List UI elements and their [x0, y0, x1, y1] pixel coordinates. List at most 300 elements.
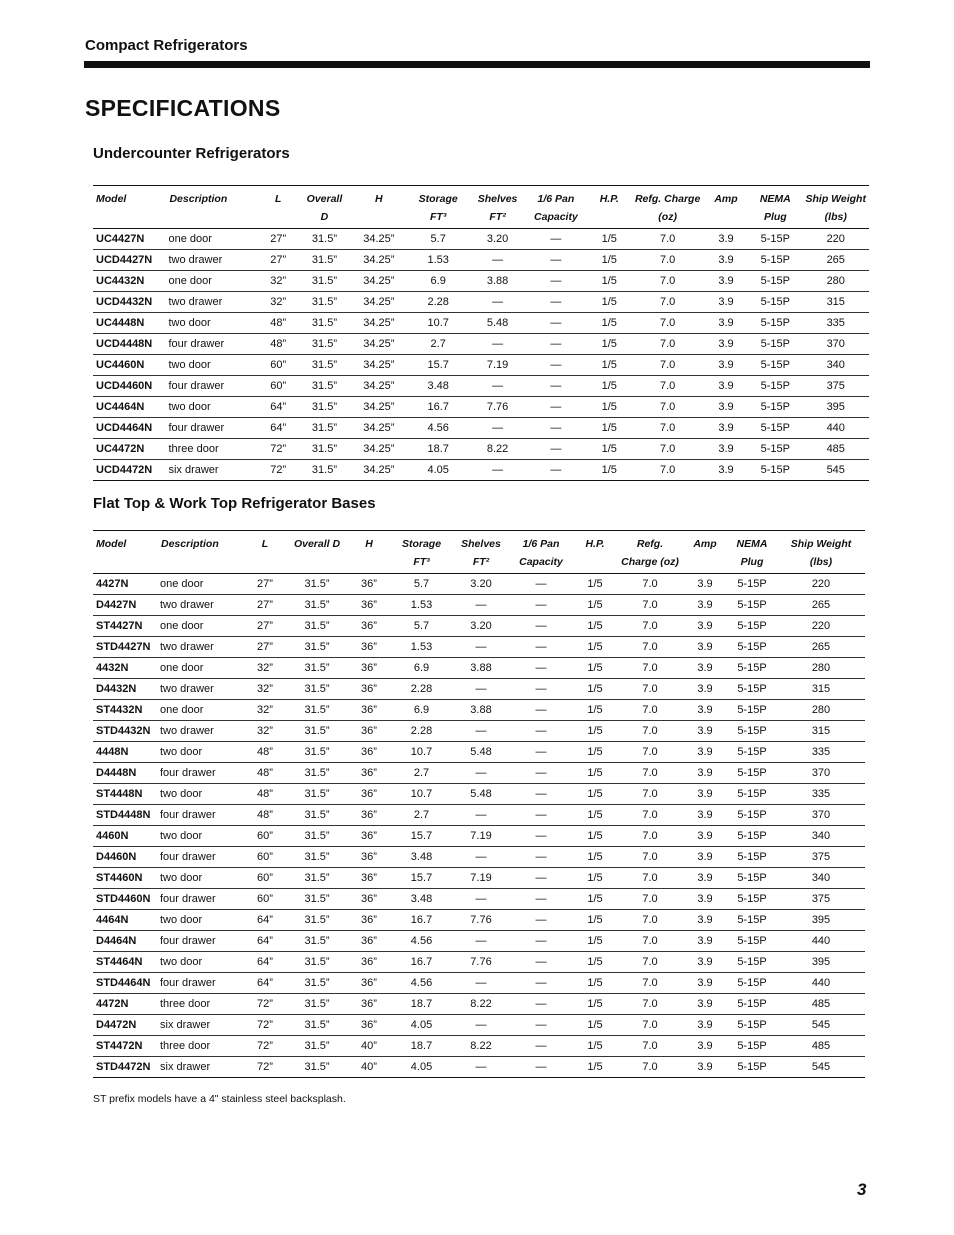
table-cell: 7.0	[617, 952, 683, 973]
table-cell: 3.9	[683, 700, 727, 721]
table-cell: 31.5”	[297, 376, 351, 397]
table-cell: 31.5”	[286, 910, 348, 931]
table-cell: two drawer	[166, 250, 259, 271]
column-header: Amp	[714, 193, 738, 205]
table-cell: 7.0	[631, 397, 703, 418]
table-cell: 7.0	[617, 1057, 683, 1078]
column-header: Ship Weight	[805, 193, 866, 205]
table-row	[93, 229, 869, 250]
table-cell: 5-15P	[727, 616, 777, 637]
table-cell: 5-15P	[727, 637, 777, 658]
model-cell: D4460N	[93, 847, 158, 868]
table-cell: 5-15P	[748, 229, 802, 250]
table-cell: —	[509, 868, 573, 889]
table-cell: 5-15P	[727, 700, 777, 721]
column-header	[348, 553, 390, 574]
column-header: H.P.	[599, 193, 619, 205]
table-cell: 7.0	[617, 931, 683, 952]
table-cell: 1/5	[587, 355, 631, 376]
table-cell: 64”	[244, 952, 286, 973]
table-cell: 36”	[348, 763, 390, 784]
table-cell: 340	[777, 868, 865, 889]
table-cell: 32”	[244, 679, 286, 700]
table-cell: 6.9	[390, 658, 453, 679]
table-cell: 34.25”	[352, 418, 406, 439]
table-cell: one door	[166, 229, 259, 250]
table-cell: four drawer	[158, 805, 244, 826]
table-cell: —	[453, 595, 509, 616]
table-cell: 34.25”	[352, 355, 406, 376]
table-cell: six drawer	[166, 460, 259, 481]
table-cell: 31.5”	[286, 763, 348, 784]
table-cell: 18.7	[390, 1036, 453, 1057]
table-cell: 31.5”	[297, 250, 351, 271]
table-cell: 395	[802, 397, 869, 418]
table-cell: 1.53	[406, 250, 470, 271]
table-cell: —	[509, 616, 573, 637]
table-cell: 5-15P	[727, 721, 777, 742]
table-cell: 5-15P	[748, 418, 802, 439]
table-cell: —	[509, 994, 573, 1015]
column-header: H	[375, 193, 383, 205]
table-cell: 1/5	[587, 439, 631, 460]
table-cell: —	[509, 1057, 573, 1078]
table-cell: 2.7	[406, 334, 470, 355]
table-cell: —	[509, 637, 573, 658]
column-header	[352, 208, 406, 229]
table-cell: 36”	[348, 742, 390, 763]
table-cell: 48”	[244, 742, 286, 763]
table-cell: 34.25”	[352, 313, 406, 334]
table-cell: 7.0	[617, 700, 683, 721]
table-cell: 5-15P	[727, 1015, 777, 1036]
table-cell: four drawer	[158, 847, 244, 868]
table-row	[93, 721, 865, 742]
table-cell: four drawer	[166, 334, 259, 355]
column-header: Description	[161, 538, 219, 550]
table-cell: —	[509, 910, 573, 931]
table-cell: 34.25”	[352, 397, 406, 418]
table-cell: 3.48	[390, 889, 453, 910]
model-cell: UC4464N	[93, 397, 166, 418]
table-cell: 4.05	[390, 1015, 453, 1036]
table-cell: 31.5”	[286, 1036, 348, 1057]
table-cell: four drawer	[158, 973, 244, 994]
table-cell: 1/5	[573, 973, 617, 994]
table-cell: 5-15P	[727, 889, 777, 910]
table-cell: —	[470, 460, 524, 481]
table-cell: 31.5”	[286, 847, 348, 868]
table-row	[93, 679, 865, 700]
table-cell: 72”	[244, 994, 286, 1015]
table-row	[93, 250, 869, 271]
column-header: (lbs)	[777, 553, 865, 574]
table-cell: 3.9	[683, 931, 727, 952]
table-row	[93, 931, 865, 952]
table-cell: 31.5”	[286, 889, 348, 910]
table-cell: 36”	[348, 973, 390, 994]
table-cell: 1/5	[573, 1015, 617, 1036]
table-cell: 34.25”	[352, 250, 406, 271]
table-cell: 5-15P	[727, 931, 777, 952]
table-cell: 36”	[348, 1015, 390, 1036]
table-cell: two door	[158, 826, 244, 847]
table-cell: 7.19	[453, 826, 509, 847]
table-cell: 27”	[244, 616, 286, 637]
table-cell: 335	[802, 313, 869, 334]
table-cell: 3.9	[683, 637, 727, 658]
column-header: D	[297, 208, 351, 229]
table-cell: 32”	[244, 700, 286, 721]
table-cell: 5-15P	[727, 574, 777, 595]
table-cell: —	[509, 931, 573, 952]
table-cell: 31.5”	[286, 1057, 348, 1078]
bases-title: Flat Top & Work Top Refrigerator Bases	[93, 495, 376, 512]
table-cell: 315	[777, 721, 865, 742]
table-cell: 31.5”	[297, 229, 351, 250]
column-header: Overall	[306, 193, 343, 205]
table-row	[93, 700, 865, 721]
table-cell: 7.0	[617, 1036, 683, 1057]
table-cell: 3.9	[683, 574, 727, 595]
table-cell: —	[525, 397, 587, 418]
column-header: Plug	[727, 553, 777, 574]
table-cell: 31.5”	[286, 595, 348, 616]
table-cell: 1/5	[587, 313, 631, 334]
table-cell: 5-15P	[727, 847, 777, 868]
table-cell: 48”	[244, 763, 286, 784]
column-header: Description	[169, 193, 228, 205]
column-header	[259, 208, 297, 229]
table-row	[93, 418, 869, 439]
table-cell: 4.56	[406, 418, 470, 439]
table-cell: 7.0	[617, 595, 683, 616]
table-cell: 4.05	[406, 460, 470, 481]
column-header: Overall D	[293, 538, 341, 550]
column-header: H	[365, 538, 373, 550]
table-cell: 72”	[244, 1057, 286, 1078]
table-cell: —	[509, 1036, 573, 1057]
model-cell: STD4427N	[93, 637, 158, 658]
table-cell: 1/5	[573, 595, 617, 616]
column-header: Ship Weight	[790, 538, 852, 550]
table-cell: 48”	[259, 334, 297, 355]
table-cell: 5-15P	[748, 334, 802, 355]
table-cell: 5.48	[453, 784, 509, 805]
table-cell: 32”	[244, 658, 286, 679]
table-cell: 31.5”	[286, 679, 348, 700]
table-cell: 340	[802, 355, 869, 376]
table-cell: 3.9	[704, 418, 748, 439]
table-cell: 36”	[348, 784, 390, 805]
table-cell: 3.9	[683, 826, 727, 847]
table-cell: —	[509, 595, 573, 616]
table-cell: 15.7	[406, 355, 470, 376]
undercounter-title: Undercounter Refrigerators	[93, 145, 290, 162]
table-cell: —	[509, 952, 573, 973]
table-cell: 5-15P	[748, 397, 802, 418]
table-cell: 27”	[244, 574, 286, 595]
table-cell: 31.5”	[297, 439, 351, 460]
table-cell: 32”	[259, 292, 297, 313]
table-cell: 31.5”	[297, 334, 351, 355]
table-cell: 27”	[244, 595, 286, 616]
header-row	[93, 531, 865, 554]
table-cell: 31.5”	[286, 616, 348, 637]
column-header: FT²	[453, 553, 509, 574]
column-header	[587, 208, 631, 229]
table-cell: 5-15P	[727, 973, 777, 994]
column-header: Refg.	[636, 538, 664, 550]
table-cell: —	[453, 637, 509, 658]
model-cell: UC4472N	[93, 439, 166, 460]
column-header	[158, 553, 244, 574]
table-cell: two drawer	[158, 679, 244, 700]
table-cell: 72”	[259, 439, 297, 460]
table-cell: 7.19	[470, 355, 524, 376]
table-cell: 4.56	[390, 931, 453, 952]
table-cell: —	[509, 784, 573, 805]
table-cell: 27”	[244, 637, 286, 658]
table-cell: 1/5	[573, 616, 617, 637]
table-cell: 3.9	[683, 679, 727, 700]
table-cell: —	[525, 355, 587, 376]
table-cell: 7.0	[617, 889, 683, 910]
model-cell: UCD4460N	[93, 376, 166, 397]
table-cell: 31.5”	[297, 397, 351, 418]
table-cell: 7.0	[617, 994, 683, 1015]
column-header: (oz)	[631, 208, 703, 229]
table-cell: 16.7	[390, 952, 453, 973]
table-cell: —	[509, 805, 573, 826]
column-header: Capacity	[509, 553, 573, 574]
table-cell: —	[525, 271, 587, 292]
table-cell: 5.7	[390, 574, 453, 595]
table-cell: 31.5”	[297, 313, 351, 334]
table-cell: 3.9	[683, 595, 727, 616]
table-cell: 36”	[348, 805, 390, 826]
table-cell: 31.5”	[286, 574, 348, 595]
table-cell: 34.25”	[352, 439, 406, 460]
model-cell: 4464N	[93, 910, 158, 931]
table-row	[93, 889, 865, 910]
table-cell: 36”	[348, 952, 390, 973]
table-cell: six drawer	[158, 1057, 244, 1078]
table-cell: 7.0	[631, 271, 703, 292]
model-cell: 4427N	[93, 574, 158, 595]
table-cell: 3.9	[704, 292, 748, 313]
table-cell: 370	[802, 334, 869, 355]
table-cell: 7.0	[617, 1015, 683, 1036]
table-cell: —	[525, 229, 587, 250]
column-header: (lbs)	[802, 208, 869, 229]
page-title: SPECIFICATIONS	[85, 95, 281, 121]
table-cell: two door	[166, 397, 259, 418]
table-cell: 31.5”	[286, 805, 348, 826]
table-cell: 1/5	[587, 334, 631, 355]
table-row	[93, 952, 865, 973]
table-cell: four drawer	[158, 889, 244, 910]
table-cell: 3.9	[704, 376, 748, 397]
table-cell: 1/5	[587, 229, 631, 250]
table-cell: —	[470, 292, 524, 313]
table-cell: 1/5	[573, 763, 617, 784]
table-cell: 3.9	[683, 784, 727, 805]
column-header: Model	[96, 193, 127, 205]
table-cell: 60”	[259, 355, 297, 376]
table-cell: 7.0	[617, 721, 683, 742]
table-cell: 7.0	[631, 229, 703, 250]
table-cell: 5-15P	[727, 742, 777, 763]
table-row	[93, 994, 865, 1015]
model-cell: UCD4448N	[93, 334, 166, 355]
table-cell: 7.0	[617, 658, 683, 679]
column-header: Shelves	[477, 193, 518, 205]
table-row	[93, 271, 869, 292]
table-cell: 31.5”	[286, 742, 348, 763]
table-cell: 3.9	[683, 910, 727, 931]
table-cell: 1/5	[573, 994, 617, 1015]
table-cell: 31.5”	[286, 637, 348, 658]
table-cell: 27”	[259, 250, 297, 271]
table-cell: 545	[777, 1057, 865, 1078]
table-cell: 3.88	[453, 658, 509, 679]
table-cell: 265	[777, 637, 865, 658]
table-cell: 2.28	[390, 721, 453, 742]
table-cell: 395	[777, 952, 865, 973]
table-cell: 3.9	[683, 952, 727, 973]
table-cell: 5-15P	[727, 910, 777, 931]
table-cell: 31.5”	[286, 700, 348, 721]
table-cell: 3.9	[683, 868, 727, 889]
table-cell: 1/5	[587, 397, 631, 418]
column-header	[704, 208, 748, 229]
table-cell: 48”	[259, 313, 297, 334]
table-cell: 1/5	[587, 271, 631, 292]
table-cell: 370	[777, 763, 865, 784]
table-cell: 375	[777, 889, 865, 910]
table-cell: 3.9	[704, 397, 748, 418]
table-cell: 31.5”	[286, 721, 348, 742]
table-cell: 7.0	[631, 292, 703, 313]
undercounter-spec-table	[93, 185, 869, 481]
table-cell: 3.20	[470, 229, 524, 250]
table-cell: 36”	[348, 658, 390, 679]
table-cell: 3.9	[683, 973, 727, 994]
table-cell: 72”	[244, 1036, 286, 1057]
table-cell: 315	[802, 292, 869, 313]
column-header	[573, 553, 617, 574]
table-cell: 280	[777, 700, 865, 721]
table-cell: 8.22	[453, 994, 509, 1015]
column-header	[683, 553, 727, 574]
table-cell: 5.7	[406, 229, 470, 250]
table-cell: 15.7	[390, 826, 453, 847]
table-cell: 18.7	[406, 439, 470, 460]
table-cell: 3.9	[683, 1057, 727, 1078]
table-cell: two door	[158, 784, 244, 805]
table-cell: 5-15P	[727, 1057, 777, 1078]
table-cell: two drawer	[166, 292, 259, 313]
table-row	[93, 439, 869, 460]
table-cell: 3.9	[683, 889, 727, 910]
header-row	[93, 553, 865, 574]
table-cell: 7.0	[617, 826, 683, 847]
table-cell: 36”	[348, 826, 390, 847]
table-cell: —	[453, 847, 509, 868]
table-cell: 3.9	[704, 313, 748, 334]
table-cell: 5-15P	[748, 250, 802, 271]
model-cell: UC4460N	[93, 355, 166, 376]
table-cell: two door	[166, 355, 259, 376]
table-cell: 1/5	[573, 868, 617, 889]
table-cell: three door	[166, 439, 259, 460]
table-cell: 5-15P	[727, 805, 777, 826]
table-cell: 5-15P	[748, 376, 802, 397]
table-cell: 60”	[244, 847, 286, 868]
table-cell: 7.0	[617, 742, 683, 763]
table-row	[93, 658, 865, 679]
table-cell: 1/5	[573, 931, 617, 952]
table-cell: 1/5	[573, 784, 617, 805]
table-cell: 440	[802, 418, 869, 439]
table-cell: 48”	[244, 784, 286, 805]
table-cell: 7.0	[631, 460, 703, 481]
table-cell: 60”	[244, 889, 286, 910]
table-cell: 265	[802, 250, 869, 271]
table-cell: 31.5”	[286, 784, 348, 805]
table-cell: 1/5	[573, 910, 617, 931]
column-header: Capacity	[525, 208, 587, 229]
table-cell: 7.0	[617, 679, 683, 700]
model-cell: STD4472N	[93, 1057, 158, 1078]
header-row	[93, 208, 869, 229]
table-cell: 3.9	[683, 994, 727, 1015]
table-cell: —	[470, 334, 524, 355]
table-row	[93, 826, 865, 847]
table-cell: one door	[166, 271, 259, 292]
table-cell: —	[509, 658, 573, 679]
table-cell: 27”	[259, 229, 297, 250]
table-cell: 72”	[259, 460, 297, 481]
table-row	[93, 763, 865, 784]
table-cell: two door	[158, 952, 244, 973]
table-row	[93, 334, 869, 355]
table-cell: 5-15P	[727, 994, 777, 1015]
table-cell: 3.9	[683, 742, 727, 763]
table-cell: 7.0	[631, 334, 703, 355]
table-cell: —	[470, 418, 524, 439]
table-cell: 31.5”	[286, 952, 348, 973]
table-cell: 1.53	[390, 595, 453, 616]
table-cell: 5-15P	[727, 763, 777, 784]
table-cell: 7.19	[453, 868, 509, 889]
table-row	[93, 376, 869, 397]
table-row	[93, 847, 865, 868]
column-header: Storage	[418, 193, 458, 205]
table-cell: 32”	[244, 721, 286, 742]
column-header: Charge (oz)	[617, 553, 683, 574]
column-header: NEMA	[736, 538, 768, 550]
table-cell: 5-15P	[748, 460, 802, 481]
table-cell: —	[509, 679, 573, 700]
table-cell: two door	[158, 742, 244, 763]
column-header: FT³	[406, 208, 470, 229]
table-cell: two drawer	[158, 721, 244, 742]
header-row	[93, 186, 869, 209]
table-cell: —	[525, 334, 587, 355]
table-cell: 34.25”	[352, 229, 406, 250]
